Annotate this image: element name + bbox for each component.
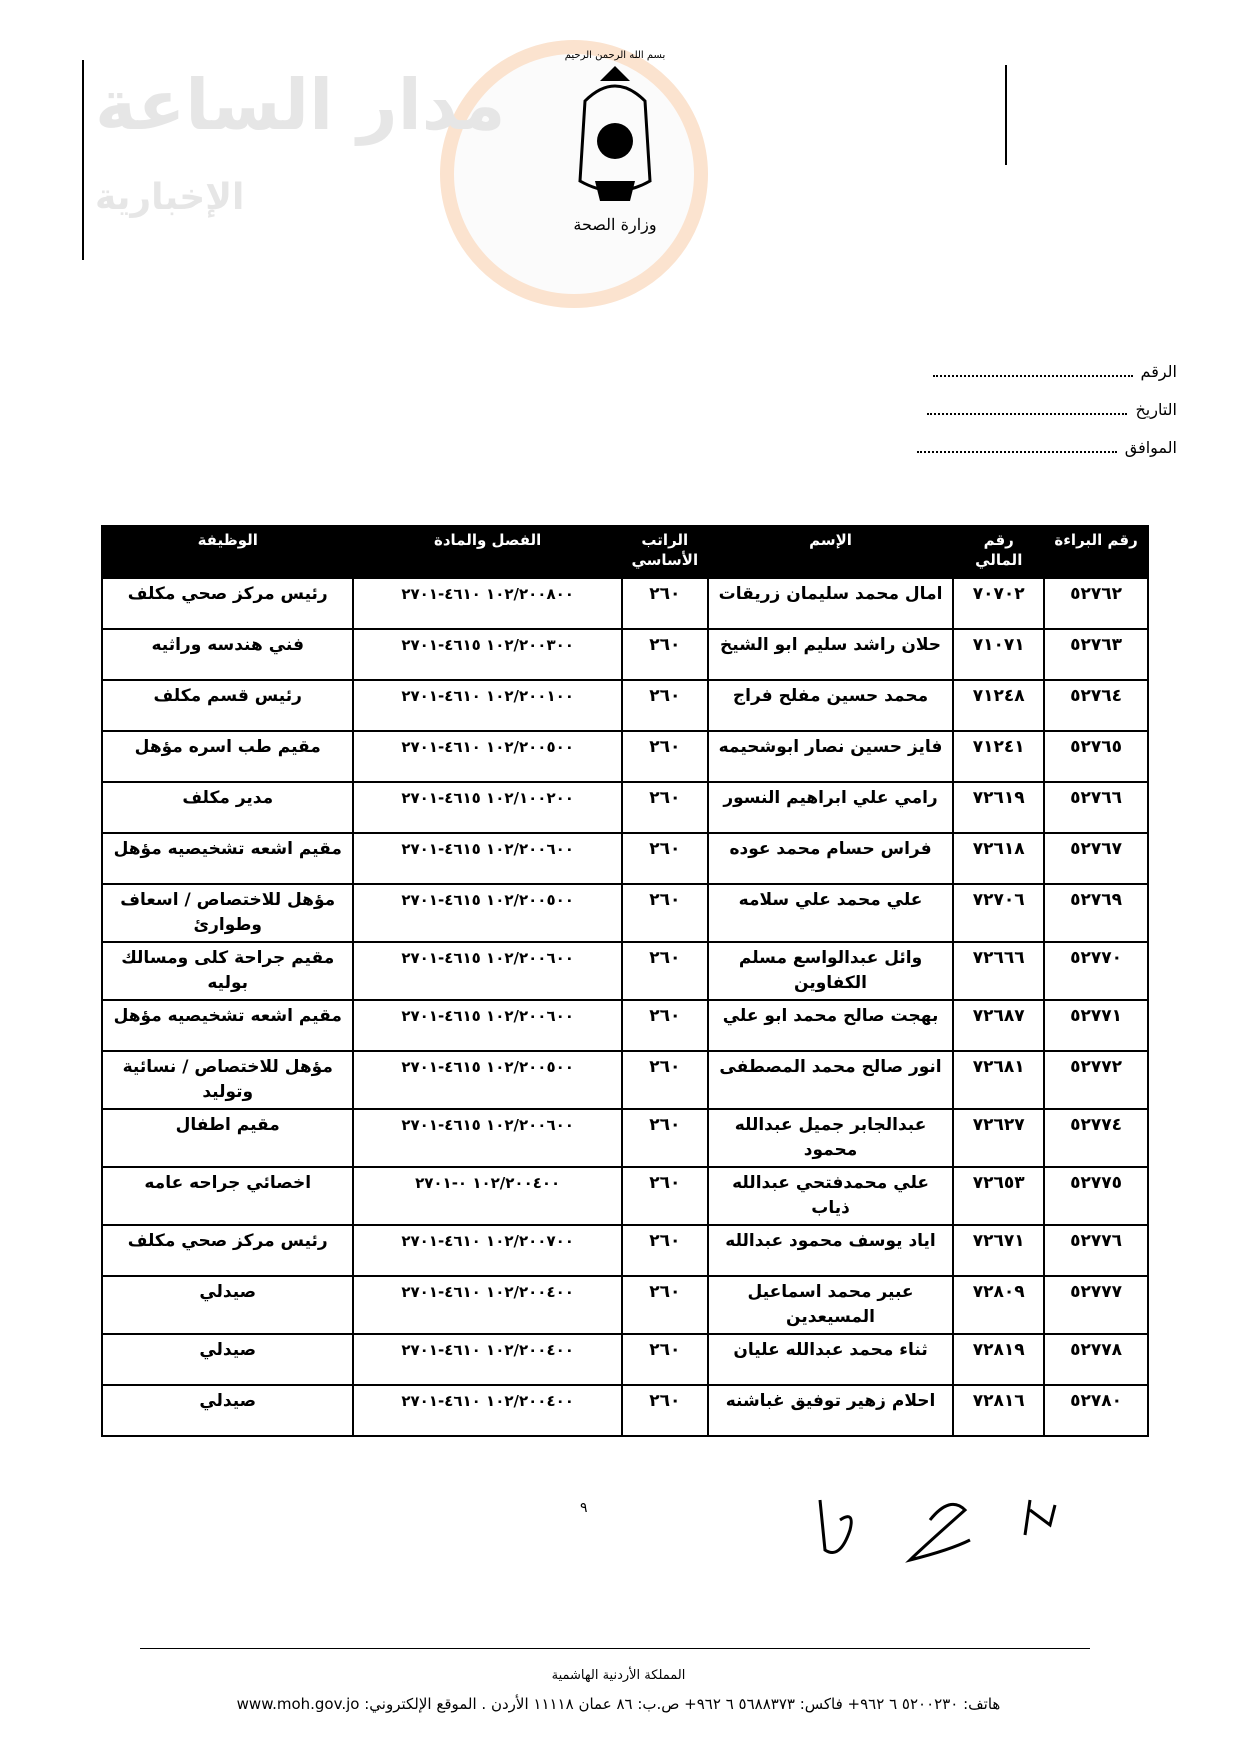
cell-basic-salary: ٢٦٠	[622, 884, 708, 942]
cell-job-title: صيدلي	[102, 1276, 353, 1334]
cell-financial-number: ٧٢٦٧١	[953, 1225, 1044, 1276]
cell-chapter-article: ١٠٢/٢٠٠٤٠٠ ٤٦١٠-٢٧٠١	[353, 1385, 621, 1436]
cell-job-title: مقيم اشعه تشخيصيه مؤهل	[102, 833, 353, 884]
table-header-row	[102, 526, 1148, 578]
cell-patent-number: ٥٢٧٦٧	[1044, 833, 1148, 884]
cell-chapter-article: ١٠٢/١٠٠٢٠٠ ٤٦١٥-٢٧٠١	[353, 782, 621, 833]
cell-name: بهجت صالح محمد ابو علي	[708, 1000, 953, 1051]
date-label: التاريخ	[1135, 400, 1177, 419]
cell-basic-salary: ٢٦٠	[622, 629, 708, 680]
cell-patent-number: ٥٢٧٧٠	[1044, 942, 1148, 1000]
cell-name: محمد حسين مفلح فراج	[708, 680, 953, 731]
cell-name: رامي علي ابراهيم النسور	[708, 782, 953, 833]
cell-patent-number: ٥٢٧٧٨	[1044, 1334, 1148, 1385]
page-number: ٩	[580, 1500, 588, 1516]
table-row	[102, 884, 1148, 942]
cell-basic-salary: ٢٦٠	[622, 1051, 708, 1109]
table-row	[102, 629, 1148, 680]
table-row	[102, 1109, 1148, 1167]
table-row	[102, 1385, 1148, 1436]
cell-basic-salary: ٢٦٠	[622, 1334, 708, 1385]
date-field	[927, 400, 1177, 419]
cell-chapter-article: ١٠٢/٢٠٠٥٠٠ ٤٦١٥-٢٧٠١	[353, 1051, 621, 1109]
cell-basic-salary: ٢٦٠	[622, 1167, 708, 1225]
table-row	[102, 1051, 1148, 1109]
cell-name: احلام زهير توفيق غباشنه	[708, 1385, 953, 1436]
cell-name: ثناء محمد عبدالله عليان	[708, 1334, 953, 1385]
cell-patent-number: ٥٢٧٨٠	[1044, 1385, 1148, 1436]
cell-financial-number: ٧٢٨١٩	[953, 1334, 1044, 1385]
cell-patent-number: ٥٢٧٧٦	[1044, 1225, 1148, 1276]
cell-financial-number: ٧٢٧٠٦	[953, 884, 1044, 942]
cell-financial-number: ٧٠٧٠٢	[953, 578, 1044, 629]
col-basic-salary: الراتب الأساسي	[622, 526, 708, 578]
watermark-sub: الإخبارية	[95, 177, 245, 218]
cell-basic-salary: ٢٦٠	[622, 1000, 708, 1051]
hijri-date-field	[917, 438, 1177, 457]
reference-number-label: الرقم	[1140, 362, 1177, 381]
footer-contact: هاتف: ٥٢٠٠٢٣٠ ٦ ٩٦٢+ فاكس: ٥٦٨٨٣٧٣ ٦ ٩٦٢+ ص.ب: ٨٦ عمان ١١١١٨ الأردن . الموقع الإلكتروني: www.moh.gov.jo	[236, 1695, 1001, 1713]
cell-patent-number: ٥٢٧٦٩	[1044, 884, 1148, 942]
table-row	[102, 1276, 1148, 1334]
cell-patent-number: ٥٢٧٧١	[1044, 1000, 1148, 1051]
cell-basic-salary: ٢٦٠	[622, 1276, 708, 1334]
col-name: الإسم	[708, 526, 953, 578]
cell-chapter-article: ١٠٢/٢٠٠٦٠٠ ٤٦١٥-٢٧٠١	[353, 1109, 621, 1167]
cell-basic-salary: ٢٦٠	[622, 782, 708, 833]
cell-basic-salary: ٢٦٠	[622, 680, 708, 731]
cell-job-title: اخصائي جراحه عامه	[102, 1167, 353, 1225]
footer-divider	[140, 1648, 1090, 1649]
cell-financial-number: ٧١٠٧١	[953, 629, 1044, 680]
table-row	[102, 1225, 1148, 1276]
reference-number-field	[933, 362, 1177, 381]
cell-basic-salary: ٢٦٠	[622, 833, 708, 884]
table-row	[102, 1167, 1148, 1225]
cell-chapter-article: ١٠٢/٢٠٠٨٠٠ ٤٦١٠-٢٧٠١	[353, 578, 621, 629]
cell-job-title: مؤهل للاختصاص / نسائية وتوليد	[102, 1051, 353, 1109]
cell-name: فراس حسام محمد عوده	[708, 833, 953, 884]
cell-financial-number: ٧٢٦٨١	[953, 1051, 1044, 1109]
hijri-date-label: الموافق	[1124, 438, 1177, 457]
cell-basic-salary: ٢٦٠	[622, 942, 708, 1000]
cell-basic-salary: ٢٦٠	[622, 731, 708, 782]
cell-name: فايز حسين نصار ابوشحيمه	[708, 731, 953, 782]
cell-patent-number: ٥٢٧٧٢	[1044, 1051, 1148, 1109]
margin-line-left	[82, 60, 84, 260]
basmala: بسم الله الرحمن الرحيم	[564, 50, 666, 61]
cell-patent-number: ٥٢٧٦٥	[1044, 731, 1148, 782]
col-job-title: الوظيفة	[102, 526, 353, 578]
watermark-brand: مدار الساعة	[95, 64, 506, 146]
cell-job-title: مدير مكلف	[102, 782, 353, 833]
cell-job-title: صيدلي	[102, 1334, 353, 1385]
cell-basic-salary: ٢٦٠	[622, 578, 708, 629]
cell-patent-number: ٥٢٧٦٤	[1044, 680, 1148, 731]
table-row	[102, 578, 1148, 629]
footer-country: المملكة الأردنية الهاشمية	[551, 1668, 686, 1683]
cell-job-title: مقيم اطفال	[102, 1109, 353, 1167]
cell-name: علي محمد علي سلامه	[708, 884, 953, 942]
cell-chapter-article: ١٠٢/٢٠٠٦٠٠ ٤٦١٥-٢٧٠١	[353, 833, 621, 884]
cell-name: وائل عبدالواسع مسلم الكفاوين	[708, 942, 953, 1000]
cell-chapter-article: ١٠٢/٢٠٠٦٠٠ ٤٦١٥-٢٧٠١	[353, 1000, 621, 1051]
margin-line-right	[1005, 65, 1007, 165]
cell-name: حلان راشد سليم ابو الشيخ	[708, 629, 953, 680]
cell-chapter-article: ١٠٢/٢٠٠٦٠٠ ٤٦١٥-٢٧٠١	[353, 942, 621, 1000]
cell-job-title: مقيم طب اسره مؤهل	[102, 731, 353, 782]
cell-chapter-article: ١٠٢/٢٠٠٤٠٠ ٠-٢٧٠١	[353, 1167, 621, 1225]
cell-patent-number: ٥٢٧٧٥	[1044, 1167, 1148, 1225]
cell-financial-number: ٧٢٦٥٣	[953, 1167, 1044, 1225]
cell-job-title: صيدلي	[102, 1385, 353, 1436]
cell-patent-number: ٥٢٧٧٤	[1044, 1109, 1148, 1167]
table-row	[102, 1000, 1148, 1051]
cell-financial-number: ٧٢٦٨٧	[953, 1000, 1044, 1051]
cell-name: عبير محمد اسماعيل المسيعدين	[708, 1276, 953, 1334]
employees-table	[101, 525, 1149, 1437]
cell-basic-salary: ٢٦٠	[622, 1109, 708, 1167]
cell-job-title: مقيم جراحة كلى ومسالك بوليه	[102, 942, 353, 1000]
cell-chapter-article: ١٠٢/٢٠٠٤٠٠ ٤٦١٠-٢٧٠١	[353, 1276, 621, 1334]
cell-financial-number: ٧٢٦٦٦	[953, 942, 1044, 1000]
cell-patent-number: ٥٢٧٧٧	[1044, 1276, 1148, 1334]
cell-job-title: رئيس مركز صحي مكلف	[102, 1225, 353, 1276]
cell-name: امال محمد سليمان زريقات	[708, 578, 953, 629]
cell-name: اياد يوسف محمود عبدالله	[708, 1225, 953, 1276]
cell-patent-number: ٥٢٧٦٢	[1044, 578, 1148, 629]
cell-name: علي محمدفتحي عبدالله ذياب	[708, 1167, 953, 1225]
table-row	[102, 782, 1148, 833]
ministry-logo	[560, 50, 670, 234]
cell-financial-number: ٧١٢٤٨	[953, 680, 1044, 731]
cell-chapter-article: ١٠٢/٢٠٠٥٠٠ ٤٦١٠-٢٧٠١	[353, 731, 621, 782]
cell-patent-number: ٥٢٧٦٦	[1044, 782, 1148, 833]
cell-chapter-article: ١٠٢/٢٠٠٣٠٠ ٤٦١٥-٢٧٠١	[353, 629, 621, 680]
cell-financial-number: ٧٢٨٠٩	[953, 1276, 1044, 1334]
col-chapter-article: الفصل والمادة	[353, 526, 621, 578]
cell-chapter-article: ١٠٢/٢٠٠٧٠٠ ٤٦١٠-٢٧٠١	[353, 1225, 621, 1276]
cell-job-title: مؤهل للاختصاص / اسعاف وطوارئ	[102, 884, 353, 942]
cell-name: انور صالح محمد المصطفى	[708, 1051, 953, 1109]
cell-job-title: فني هندسه وراثيه	[102, 629, 353, 680]
table-row	[102, 1334, 1148, 1385]
cell-job-title: رئيس قسم مكلف	[102, 680, 353, 731]
cell-financial-number: ٧٢٦١٨	[953, 833, 1044, 884]
table-row	[102, 680, 1148, 731]
signatures	[800, 1490, 1080, 1580]
cell-chapter-article: ١٠٢/٢٠٠٤٠٠ ٤٦١٠-٢٧٠١	[353, 1334, 621, 1385]
cell-patent-number: ٥٢٧٦٣	[1044, 629, 1148, 680]
cell-financial-number: ٧١٢٤١	[953, 731, 1044, 782]
cell-job-title: مقيم اشعه تشخيصيه مؤهل	[102, 1000, 353, 1051]
cell-basic-salary: ٢٦٠	[622, 1225, 708, 1276]
cell-name: عبدالجابر جميل عبدالله محمود	[708, 1109, 953, 1167]
col-patent-number: رقم البراءة	[1044, 526, 1148, 578]
cell-financial-number: ٧٢٨١٦	[953, 1385, 1044, 1436]
cell-job-title: رئيس مركز صحي مكلف	[102, 578, 353, 629]
cell-chapter-article: ١٠٢/٢٠٠٥٠٠ ٤٦١٥-٢٧٠١	[353, 884, 621, 942]
cell-financial-number: ٧٢٦١٩	[953, 782, 1044, 833]
cell-chapter-article: ١٠٢/٢٠٠١٠٠ ٤٦١٠-٢٧٠١	[353, 680, 621, 731]
ministry-name: وزارة الصحة	[573, 215, 657, 234]
cell-basic-salary: ٢٦٠	[622, 1385, 708, 1436]
table-row	[102, 731, 1148, 782]
coat-of-arms-icon	[570, 61, 660, 211]
table-row	[102, 833, 1148, 884]
col-financial-number: رقم المالي	[953, 526, 1044, 578]
table-row	[102, 942, 1148, 1000]
cell-financial-number: ٧٢٦٢٧	[953, 1109, 1044, 1167]
